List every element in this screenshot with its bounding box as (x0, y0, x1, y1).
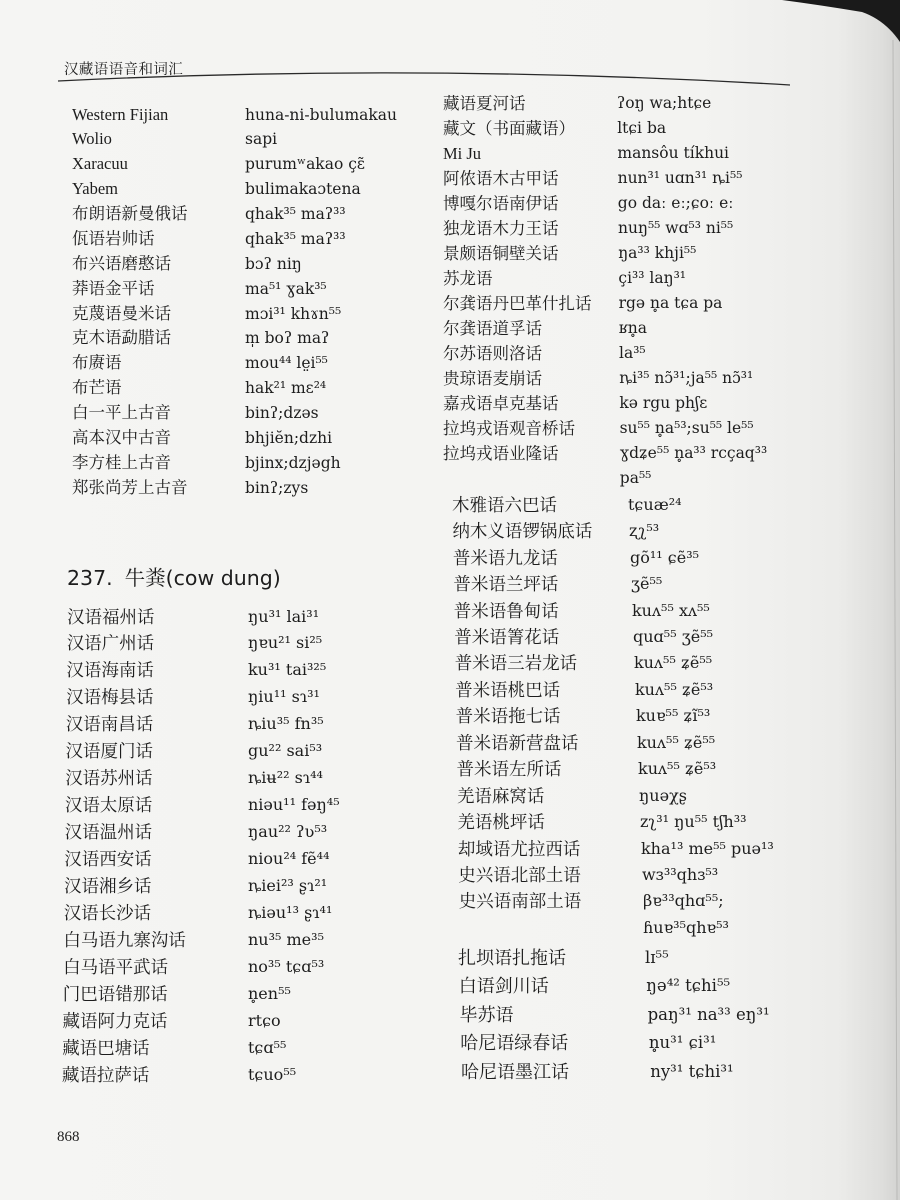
word-form (643, 888, 729, 941)
word-form: ʐʅ⁵³ (628, 521, 660, 541)
language-name: 普米语桃巴话 (455, 679, 561, 700)
word-form: purumʷakao çɛ̃ (245, 155, 365, 174)
language-name: 高本汉中古音 (72, 427, 171, 447)
language-name: 汉语湘乡话 (64, 875, 152, 896)
entry-row (72, 227, 346, 252)
entry-row (453, 571, 663, 597)
language-name: 哈尼语绿春话 (460, 1033, 569, 1054)
word-form-line: ɦuɐ³⁵qhɐ⁵³ (643, 917, 729, 937)
language-name: 普米语三岩龙话 (454, 653, 578, 674)
language-name: 阿侬语木古甲话 (443, 168, 559, 188)
entry-row (67, 604, 320, 631)
word-form: binʔ;zys (245, 478, 309, 497)
entry-row (62, 1008, 281, 1035)
language-name: 普米语新营盘话 (456, 732, 579, 753)
entry-row (65, 711, 324, 738)
word-form: quɑ⁵⁵ ʒẽ⁵⁵ (633, 626, 714, 646)
word-form: sapi (245, 130, 278, 149)
entry-row (64, 792, 340, 819)
word-form: mansôu tíkhui (617, 143, 730, 162)
entry-row (452, 518, 660, 544)
language-name: 扎坝语扎拖话 (458, 947, 566, 968)
entry-row (456, 730, 716, 756)
entry-row (66, 630, 323, 657)
language-name: 汉语太原话 (64, 795, 153, 816)
language-name: 拉坞戎语业隆话 (443, 443, 559, 463)
entry-row (458, 888, 729, 937)
language-name: 景颇语铜壁关话 (443, 243, 559, 263)
word-form: ŋau²² ʔʋ⁵³ (247, 822, 328, 842)
entry-row (66, 657, 327, 684)
page-edge-line (893, 40, 897, 1200)
entry-row (456, 756, 717, 782)
word-form: lɪ⁵⁵ (645, 947, 669, 967)
word-form: ŋu³¹ lai³¹ (248, 606, 320, 626)
language-name: 白一平上古音 (72, 403, 171, 422)
language-name: 贵琼语麦崩话 (443, 368, 542, 388)
word-form: ŋiu¹¹ sɿ³¹ (247, 687, 320, 707)
language-name: 汉语海南话 (66, 660, 154, 681)
language-name: 独龙语木力王话 (443, 218, 559, 238)
entry-row (72, 401, 319, 426)
word-form: bhjiĕn;dzhi (245, 428, 333, 447)
word-form: ny³¹ tɕhi³¹ (650, 1061, 734, 1081)
language-name: 布兴语磨憨话 (72, 253, 171, 273)
entry-row (64, 846, 330, 873)
language-name: 白马语平武话 (63, 956, 169, 977)
word-form: ȵiəu¹³ ʂɿ⁴¹ (247, 902, 333, 922)
entry-row (72, 451, 341, 476)
word-form: go daː eː;ɕoː eː (617, 193, 734, 212)
entry-row (72, 103, 398, 128)
entry-row (64, 819, 328, 846)
entry-row (457, 836, 774, 862)
entry-row (456, 783, 687, 809)
word-form: binʔ;dzəs (245, 404, 319, 422)
language-name: 汉语广州话 (66, 633, 155, 654)
word-form: ʁn̥a (618, 318, 648, 337)
entry-row (63, 900, 333, 927)
word-form: kuʌ⁵⁵ xʌ⁵⁵ (631, 600, 710, 620)
language-name: 门巴语错那话 (62, 983, 168, 1004)
word-form-line: βɐ³³qhɑ⁵⁵; (643, 891, 724, 911)
language-name: 普米语鲁甸话 (453, 600, 559, 621)
word-form-line: ɣdʑe⁵⁵ n̥a³³ rcçaq³³ (619, 443, 768, 462)
word-form: ŋuəχʂ (638, 785, 687, 805)
word-form: bulimakaɔtena (245, 180, 361, 199)
entry-row (62, 1035, 287, 1062)
entry-row (72, 376, 327, 401)
word-form: kuʌ⁵⁵ ʑẽ⁵³ (638, 759, 717, 779)
word-form: niou²⁴ fẽ⁴⁴ (247, 848, 330, 868)
word-form-line: pa⁵⁵ (619, 468, 652, 487)
entry-row (63, 954, 325, 981)
entry-row (443, 366, 754, 391)
entry-row (72, 326, 330, 351)
language-name: 普米语九龙话 (452, 547, 558, 568)
word-form: zʅ³¹ ŋu⁵⁵ tʃh³³ (639, 812, 747, 832)
language-name: 普米语左所话 (456, 759, 562, 780)
language-name: 普米语拖七话 (455, 706, 561, 727)
entry-row (66, 684, 320, 711)
word-form: ʔoŋ wa;htɕe (617, 93, 712, 112)
language-name: 汉语苏州话 (65, 768, 153, 789)
word-form (620, 441, 767, 491)
word-form: tɕuo⁵⁵ (247, 1064, 297, 1084)
word-form: rgə n̥a tɕa pa (618, 293, 723, 312)
entry-row (443, 191, 734, 216)
entry-row (458, 972, 731, 1001)
word-form: n̥u³¹ ɕi³¹ (648, 1033, 717, 1053)
language-name: 汉语西安话 (64, 848, 152, 869)
language-name: 克蔑语曼米话 (72, 303, 171, 323)
entry-row (65, 765, 323, 792)
language-name: 毕苏语 (459, 1004, 514, 1025)
word-form: ŋa³³ khji⁵⁵ (618, 243, 697, 262)
language-name: 普米语箐花话 (454, 626, 560, 647)
language-name: 藏语巴塘话 (62, 1037, 150, 1058)
word-form: qhak³⁵ maʔ³³ (245, 229, 346, 248)
language-name: 羌语麻窝话 (456, 785, 545, 806)
entry-row (64, 873, 328, 900)
entry-row (443, 291, 723, 316)
language-name: Wolio (72, 129, 112, 149)
running-title: 汉藏语语音和词汇 (64, 62, 184, 78)
entry-row (72, 202, 346, 227)
language-name: Mi Ju (443, 143, 482, 163)
entry-row (72, 252, 302, 277)
language-name: 布赓语 (72, 353, 122, 373)
entry-row (72, 302, 342, 327)
entry-row (65, 738, 323, 765)
word-form: çi³³ laŋ³¹ (618, 268, 686, 287)
language-name: 布朗语新曼俄话 (72, 204, 188, 224)
language-name: 尔苏语则洛话 (443, 343, 542, 363)
language-name: 郑张尚芳上古音 (72, 477, 188, 497)
entry-number: 237. (67, 566, 113, 590)
entry-row (72, 152, 365, 177)
word-form: gu²² sai⁵³ (248, 741, 323, 761)
entry-row (443, 116, 667, 141)
word-form: nu³⁵ me³⁵ (247, 929, 324, 949)
word-form: nun³¹ uɑn³¹ ȵi⁵⁵ (617, 168, 743, 187)
word-form: tɕuæ²⁴ (628, 494, 682, 514)
entry-row (63, 927, 324, 954)
word-form: mɔi³¹ khɤn⁵⁵ (245, 304, 342, 323)
word-form: kuɐ⁵⁵ ʑĩ⁵³ (635, 706, 711, 726)
language-name: 汉语梅县话 (66, 687, 154, 708)
language-name: 汉语温州话 (64, 822, 153, 843)
entry-row (443, 391, 708, 416)
entry-row (454, 650, 713, 676)
word-form: bɔʔ niŋ (245, 254, 302, 273)
entry-row (443, 316, 648, 341)
entry-row (455, 677, 714, 703)
entry-row (72, 127, 278, 152)
word-form: hak²¹ mɛ²⁴ (245, 379, 327, 398)
entry-row (443, 166, 743, 191)
word-form: qhak³⁵ maʔ³³ (245, 205, 346, 224)
language-name: 纳木义语锣锅底话 (452, 521, 593, 542)
entry-title-zh: 牛粪 (124, 566, 166, 590)
language-name: 克木语勐腊话 (72, 328, 171, 348)
word-form: m̩ boʔ maʔ (245, 329, 330, 348)
word-form: tɕɑ⁵⁵ (247, 1037, 287, 1057)
language-name: 史兴语北部土语 (458, 864, 581, 885)
word-form: niəu¹¹ fəŋ⁴⁵ (247, 795, 340, 815)
language-name: 普米语兰坪话 (453, 574, 559, 595)
language-name: 白语剑川话 (458, 976, 549, 997)
word-form: ma⁵¹ ɣak³⁵ (245, 279, 327, 298)
entry-row (457, 809, 747, 835)
entry-row (455, 703, 711, 729)
language-name: 布芒语 (72, 378, 122, 398)
language-name: 佤语岩帅话 (72, 228, 155, 248)
language-name: Yabem (72, 179, 118, 199)
entry-row (452, 545, 700, 571)
word-form: ʒẽ⁵⁵ (630, 574, 663, 594)
language-name: 史兴语南部土语 (458, 891, 582, 912)
language-name: 藏语拉萨话 (61, 1064, 150, 1085)
word-form: nuŋ⁵⁵ wɑ⁵³ ni⁵⁵ (618, 218, 734, 237)
entry-row (459, 1001, 770, 1030)
language-name: 藏语夏河话 (443, 93, 526, 113)
entry-row (62, 981, 291, 1008)
word-form: kuʌ⁵⁵ ʑẽ⁵⁵ (636, 732, 716, 752)
entry-row (454, 624, 714, 650)
language-name: 博嘎尔语南伊话 (443, 193, 559, 213)
language-name: 白马语九寨沟话 (63, 929, 186, 950)
entry-row (458, 862, 719, 888)
page-number: 868 (57, 1129, 80, 1145)
entry-heading (67, 563, 281, 593)
word-form: ŋɐu²¹ si²⁵ (247, 633, 323, 653)
word-form: ltɕi ba (617, 118, 667, 137)
entry-title-en: (cow dung) (165, 566, 281, 590)
entry-row (443, 341, 646, 366)
entry-row (443, 216, 734, 241)
word-form: ȵiʉ²² sɿ⁴⁴ (247, 768, 323, 788)
word-form: ku³¹ tai³²⁵ (247, 660, 327, 680)
entry-row (453, 598, 710, 624)
language-name: 莽语金平话 (72, 278, 155, 298)
entry-row (461, 1058, 734, 1087)
word-form: la³⁵ (619, 343, 646, 362)
entry-row (72, 426, 333, 451)
language-name: 汉语福州话 (67, 606, 155, 627)
entry-row (72, 277, 327, 302)
entry-row (443, 266, 686, 291)
word-form: bjinx;dzjəgh (245, 453, 341, 472)
language-name: 羌语桃坪话 (457, 812, 545, 833)
entry-row (72, 177, 361, 202)
language-name: 拉坞戎语观音桥话 (443, 418, 575, 438)
entry-row (72, 351, 328, 376)
word-form: n̥en⁵⁵ (247, 983, 291, 1003)
word-form: kha¹³ me⁵⁵ puə¹³ (640, 838, 774, 858)
entry-row (443, 416, 754, 441)
language-name: 苏龙语 (443, 268, 493, 288)
word-form: rtɕo (248, 1010, 281, 1030)
language-name: 李方桂上古音 (72, 452, 171, 472)
word-form: kuʌ⁵⁵ ʑẽ⁵⁵ (633, 653, 713, 673)
language-name: Western Fijian (72, 104, 169, 124)
word-form: kuʌ⁵⁵ ʑẽ⁵³ (634, 679, 714, 699)
word-form: gõ¹¹ ɕẽ³⁵ (629, 547, 700, 567)
language-name: 汉语长沙话 (63, 902, 152, 923)
page-corner-shadow (782, 0, 900, 42)
word-form: no³⁵ tɕɑ⁵³ (247, 956, 325, 976)
language-name: 木雅语六巴话 (452, 494, 557, 515)
entry-row (443, 241, 697, 266)
entry-row (443, 441, 768, 487)
language-name: 藏语阿力克话 (62, 1010, 168, 1031)
entry-row (443, 91, 712, 116)
language-name: 尔龚语道孚话 (443, 318, 542, 338)
word-form: paŋ³¹ na³³ eŋ³¹ (647, 1004, 770, 1024)
word-form: mou⁴⁴ le̤i⁵⁵ (245, 354, 328, 373)
word-form: su⁵⁵ n̥a⁵³;su⁵⁵ le⁵⁵ (619, 418, 754, 437)
word-form: ȵi³⁵ nɔ̃³¹;ja⁵⁵ nɔ̃³¹ (619, 368, 754, 387)
entry-row (460, 1029, 717, 1058)
language-name: 汉语厦门话 (65, 741, 153, 762)
word-form: ȵiu³⁵ fn³⁵ (247, 714, 324, 734)
word-form: ȵiei²³ ʂɿ²¹ (248, 875, 328, 895)
entry-row (72, 476, 309, 501)
entry-row (452, 492, 682, 518)
word-form: kə rgu phʃɛ (619, 393, 708, 412)
language-name: Xaracuu (72, 154, 128, 174)
word-form: wɜ³³qhɜ⁵³ (641, 864, 719, 884)
language-name: 却域语尤拉西话 (457, 838, 581, 859)
language-name: 哈尼语墨江话 (461, 1061, 569, 1082)
word-form: ŋə⁴² tɕhi⁵⁵ (646, 976, 731, 996)
language-name: 嘉戎语卓克基话 (443, 393, 559, 413)
language-name: 尔龚语丹巴革什扎话 (443, 293, 592, 313)
word-form: huna-ni-bulumakau (245, 105, 398, 124)
entry-row (61, 1062, 297, 1089)
entry-row (443, 141, 730, 166)
language-name: 藏文（书面藏语） (443, 118, 575, 138)
language-name: 汉语南昌话 (65, 714, 154, 735)
entry-row (458, 944, 669, 973)
